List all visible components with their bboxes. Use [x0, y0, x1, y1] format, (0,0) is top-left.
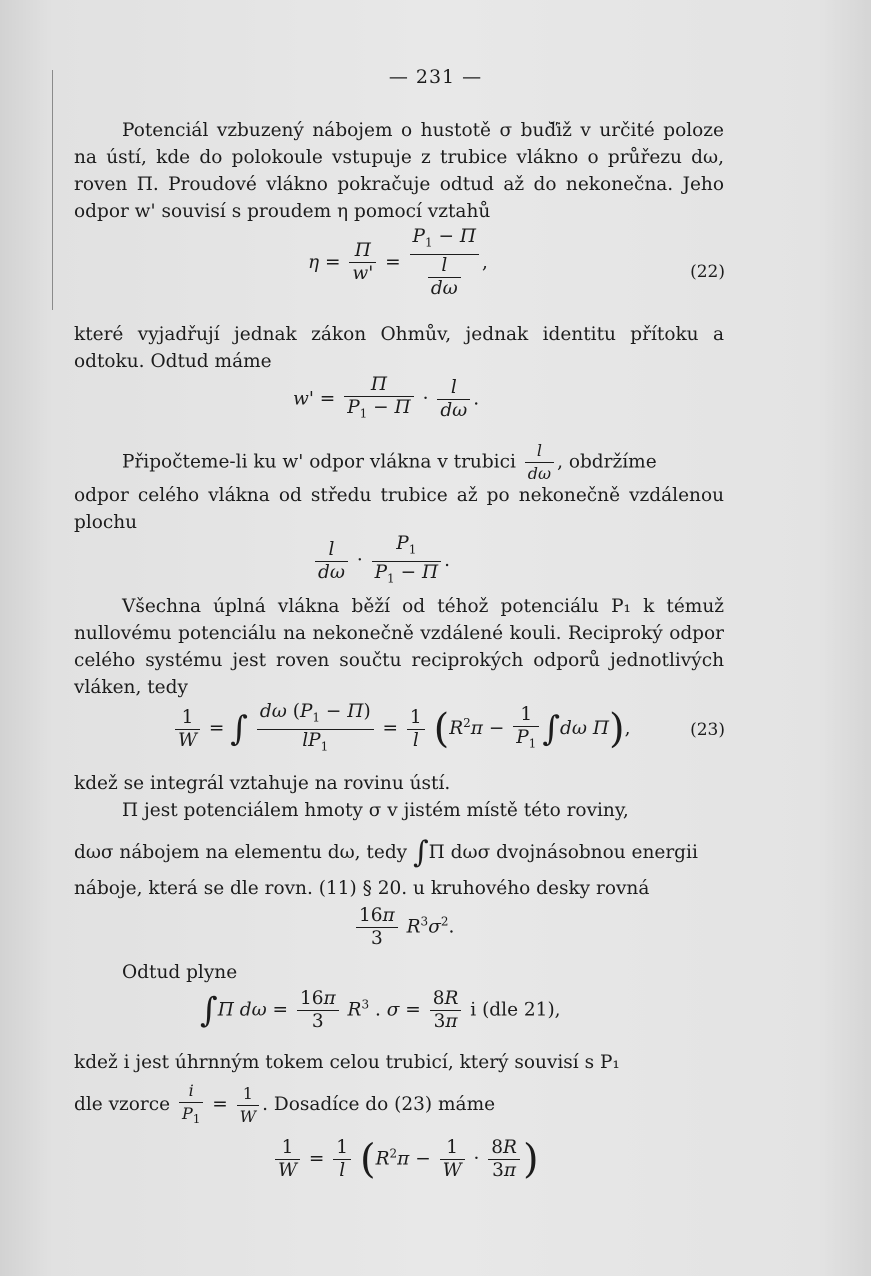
equation-integral-result: ∫Π dω = $\frac{16\pi}{3}$ $R^3$ . σ = $\frac{8R}{3\pi}$ i (dle 21),: [200, 988, 561, 1032]
paragraph-8-text-a: dle vzorce: [74, 1094, 171, 1116]
page-number: — 231 —: [388, 66, 483, 88]
equation-energy: $\frac{16\pi}{3}$ $R^3\sigma^2$.: [353, 905, 454, 950]
equation-total-resistance: $\frac{l}{d\omega}$ · $\frac{P_1}{P_1 - \Pi}$ .: [312, 533, 450, 589]
paragraph-3-line-1: Připočteme-li ku w' odpor vlákna v trubici $\frac{l}{d\omega}$ , obdržíme: [122, 441, 657, 483]
paragraph-5: kdež se integrál vztahuje na rovinu ústí.: [74, 773, 451, 794]
equation-22: η = $\frac{\Pi}{w'}$ = $\frac{P_1 - \Pi}{\frac{l}{d\omega}}$ ,: [308, 226, 488, 299]
equation-integral-tail: i (dle 21),: [470, 999, 561, 1021]
paragraph-6-text-b: Π dωσ dvojnásobnou energii: [428, 842, 698, 863]
margin-mark: [52, 70, 53, 310]
paragraph-4: Všechna úplná vlákna běží od téhož potenciálu P₁ k témuž nullovému potenciálu na nekonečně vzdálené kouli. Reciproký odpor celého systému jest roven součtu reciprokých odporů jednotlivých vláken, tedy: [74, 596, 724, 698]
paragraph-6-line-2: dωσ nábojem na elementu dω, tedy ∫Π dωσ dvojnásobnou energii: [74, 835, 698, 870]
paragraph-8-line-1: kdež i jest úhrnným tokem celou trubicí, který souvisí s P₁: [74, 1052, 620, 1073]
paragraph-3-rest: odpor celého vlákna od středu trubice až po nekonečně vzdálenou plochu: [74, 485, 724, 533]
paragraph-8-text-b: Dosadíce do (23) máme: [273, 1094, 496, 1116]
paragraph-6-line-3: náboje, která se dle rovn. (11) § 20. u kruhového desky rovná: [74, 878, 650, 899]
equation-23: $\frac{1}{W}$ = ∫ $\frac{d\omega (P_1 - \Pi)}{lP_1}$ = $\frac{1}{l}$ ($R^2\pi$ − $\frac{1}{P_1}$ ∫dω Π),: [172, 701, 630, 757]
paragraph-8-line-2: dle vzorce $\frac{i}{P_1}$ = $\frac{1}{W}$ . Dosadíce do (23) máme: [74, 1080, 730, 1130]
equation-final: $\frac{1}{W}$ = $\frac{1}{l}$ ($R^2\pi$ − $\frac{1}{W}$ · $\frac{8R}{3\pi}$ ): [272, 1137, 539, 1182]
equation-22-number: (22): [690, 262, 725, 282]
paragraph-1: Potenciál vzbuzený nábojem o hustotě σ buď̆iž v určité poloze na ústí, kde do polokoule vstupuje z trubice vlákno o průřezu dω, roven Π. Proudové vlákno pokračuje odtud až do nekonečna. Jeho odpor w' souvisí s proudem η pomocí vztahů: [74, 120, 724, 222]
paragraph-2: které vyjadřují jednak zákon Ohmův, jednak identitu přítoku a odtoku. Odtud máme: [74, 324, 724, 372]
paragraph-7: Odtud plyne: [122, 962, 238, 983]
equation-23-number: (23): [690, 720, 725, 740]
paragraph-6-line-1: Π jest potenciálem hmoty σ v jistém místě této roviny,: [122, 800, 629, 821]
paragraph-3-text-b: , obdržíme: [557, 451, 657, 473]
paragraph-6-text-a: dωσ nábojem na elementu dω, tedy: [74, 842, 408, 863]
paragraph-3-text-a: Připočteme-li ku w' odpor vlákna v trubici: [122, 451, 516, 473]
equation-w-prime: w' = $\frac{\Pi}{P_1 - \Pi}$ · $\frac{l}{d\omega}$ .: [293, 374, 479, 425]
